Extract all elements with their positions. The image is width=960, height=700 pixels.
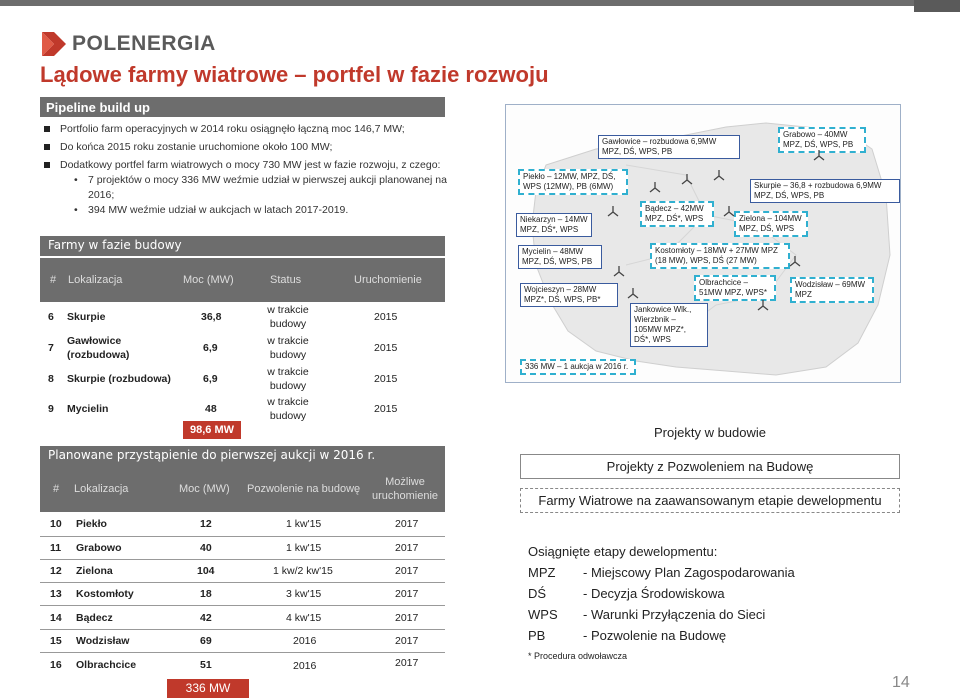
cell-num: 15 [50,635,62,647]
footnote: * Procedura odwoławcza [528,651,628,661]
legend-advanced: Farmy Wiatrowe na zaawansowanym etapie dewelopmentu [520,488,900,513]
wind-turbine-icon [756,299,770,313]
map-label-jankowice: Jankowice Wlk., Wierzbnik – 105MW MPZ*, DŚ*, WPS [630,303,708,347]
col-header: Status [270,274,302,286]
table1-header [40,258,445,302]
bullet-item: Portfolio farm operacyjnych w 2014 roku osiągnęło łączną moc 146,7 MW; [40,122,450,137]
row-separator [40,652,445,653]
cell-start: 2017 [395,657,419,669]
stage-item [528,562,795,583]
cell-power: 12 [200,518,212,530]
cell-permit: 4 kw'15 [286,612,322,624]
stages-title: Osiągnięte etapy dewelopmentu: [528,544,718,559]
cell-permit: 2016 [293,660,317,672]
col-header: Możliwe uruchomienie [371,476,439,502]
wind-turbine-icon [606,205,620,219]
table1-title: Farmy w fazie budowy [40,236,445,256]
total-badge: 98,6 MW [183,421,241,439]
table2-header [40,466,445,512]
cell-num: 12 [50,565,62,577]
cell-num: 10 [50,518,62,530]
cell-location: Skurpie [67,311,106,323]
cell-permit: 1 kw'15 [286,542,322,554]
cell-num: 16 [50,659,62,671]
stage-desc: - Warunki Przyłączenia do Sieci [583,607,766,622]
page-title: Lądowe farmy wiatrowe – portfel w fazie rozwoju [40,62,549,87]
corner-accent [914,0,960,12]
table-row [40,302,445,332]
stage-item [528,625,795,646]
cell-num: 14 [50,612,62,624]
cell-location: Grabowo [76,542,122,554]
row-separator [40,629,445,630]
cell-power: 104 [197,565,215,577]
table2-title: Planowane przystąpienie do pierwszej aukcji w 2016 r. [40,446,445,466]
map-label-wodzislaw: Wodzisław – 69MW MPZ [790,277,874,303]
map-label-kostomloty: Kostomłoty – 18MW + 27MW MPZ (18 MW), WPS, DŚ (27 MW) [650,243,790,269]
cell-start: 2015 [374,311,398,323]
map-label-mycielin: Mycielin – 48MW MPZ, DŚ, WPS, PB [518,245,602,269]
map-label-niekarzyn: Niekarzyn – 14MW MPZ, DŚ*, WPS [516,213,592,237]
cell-location: Skurpie (rozbudowa) [67,373,171,385]
cell-start: 2015 [374,373,398,385]
table-row [40,539,445,559]
cell-status: w trakcie budowy [267,396,309,422]
cell-num: 11 [50,542,62,554]
wind-turbine-icon [612,265,626,279]
col-header: Pozwolenie na budowę [247,483,361,495]
cell-start: 2017 [395,612,419,624]
map-label-badecz: Bądecz – 42MW MPZ, DŚ*, WPS [640,201,714,227]
map-label-zielona: Zielona – 104MW MPZ, DŚ, WPS [734,211,808,237]
cell-location: Mycielin [67,403,109,415]
cell-start: 2017 [395,565,419,577]
stage-desc: - Miejscowy Plan Zagospodarowania [583,565,795,580]
table-row [40,515,445,535]
stage-abbr: MPZ [528,565,556,580]
cell-location: Wodzisław [76,635,130,647]
cell-power: 69 [200,635,212,647]
table-row [40,364,445,394]
wind-turbine-icon [812,149,826,163]
table-row [40,655,445,675]
row-separator [40,559,445,560]
legend-with-permit: Projekty z Pozwoleniem na Budowę [520,454,900,479]
cell-location: Piekło [76,518,107,530]
page-number: 14 [892,674,910,691]
table-row [40,333,445,363]
map-label-pieklo: Piekło – 12MW, MPZ, DŚ, WPS (12MW), PB (6MW) [518,169,628,195]
bullet-item: Do końca 2015 roku zostanie uruchomione około 100 MW; [40,140,450,155]
bullet-item: Dodatkowy portfel farm wiatrowych o mocy 730 MW jest w fazie rozwoju, z czego: [40,158,450,173]
map [505,104,901,383]
cell-status: w trakcie budowy [267,335,309,361]
cell-start: 2017 [395,542,419,554]
table-row [40,632,445,652]
cell-start: 2017 [395,588,419,600]
row-separator [40,536,445,537]
cell-permit: 1 kw'15 [286,518,322,530]
cell-power: 51 [200,659,212,671]
table-row [40,394,445,424]
sub-bullet-item: • 7 projektów o mocy 336 MW weźmie udział w pierwszej aukcji planowanej na 2016; [40,173,450,203]
col-header: Uruchomienie [354,274,422,286]
wind-turbine-icon [712,169,726,183]
development-stages [528,544,795,646]
cell-power: 6,9 [203,373,218,385]
cell-power: 48 [205,403,217,415]
col-header: Moc (MW) [183,274,234,286]
col-header: Lokalizacja [74,483,129,495]
polenergia-logo-icon [40,30,70,58]
cell-location: Kostomłoty [76,588,134,600]
map-label-gawlowice: Gawłowice – rozbudowa 6,9MW MPZ, DŚ, WPS, PB [598,135,740,159]
stage-desc: - Pozwolenie na Budowę [583,628,727,643]
cell-num: 8 [48,373,54,385]
table-row [40,585,445,605]
map-label-grabowo: Grabowo – 40MW MPZ, DŚ, WPS, PB [778,127,866,153]
row-separator [40,582,445,583]
pipeline-header: Pipeline build up [40,97,445,117]
logo [40,30,216,58]
cell-start: 2017 [395,635,419,647]
map-label-skurpie: Skurpie – 36,8 + rozbudowa 6,9MW MPZ, DŚ, WPS, PB [750,179,900,203]
wind-turbine-icon [788,255,802,269]
pipeline-bullets [40,122,450,218]
map-label-olbrachcice: Olbrachcice – 51MW MPZ, WPS* [694,275,776,301]
cell-location: Bądecz [76,612,113,624]
wind-turbine-icon [722,205,736,219]
stage-abbr: DŚ [528,586,547,601]
wind-turbine-icon [626,287,640,301]
map-label-aukcja: 336 MW – 1 aukcja w 2016 r. [520,359,636,375]
cell-num: 7 [48,342,54,354]
cell-permit: 2016 [293,635,317,647]
cell-permit: 1 kw/2 kw'15 [273,565,333,577]
col-header: # [53,483,60,495]
cell-location: Gawłowice (rozbudowa) [67,335,130,361]
row-separator [40,605,445,606]
sub-bullet-item: • 394 MW weźmie udział w aukcjach w latach 2017-2019. [40,203,450,218]
stage-item [528,604,795,625]
total-badge: 336 MW [167,679,249,698]
col-header: Moc (MW) [179,483,230,495]
cell-power: 42 [200,612,212,624]
logo-text: POLENERGIA [72,32,216,55]
cell-power: 40 [200,542,212,554]
col-header: # [50,274,57,286]
map-label-wojcieszyn: Wojcieszyn – 28MW MPZ*, DŚ, WPS, PB* [520,283,618,307]
cell-start: 2015 [374,403,398,415]
wind-turbine-icon [648,181,662,195]
cell-num: 6 [48,311,54,323]
legend-in-progress: Projekty w budowie [654,425,766,440]
col-header: Lokalizacja [68,274,123,286]
cell-power: 6,9 [203,342,218,354]
stage-desc: - Decyzja Środowiskowa [583,586,725,601]
wind-turbine-icon [680,173,694,187]
cell-location: Zielona [76,565,113,577]
stage-abbr: PB [528,628,546,643]
stage-item [528,583,795,604]
top-bar [0,0,960,6]
cell-status: w trakcie budowy [267,304,309,330]
cell-status: w trakcie budowy [267,366,309,392]
cell-start: 2015 [374,342,398,354]
cell-location: Olbrachcice [76,659,137,671]
cell-power: 36,8 [201,311,222,323]
table-row [40,609,445,629]
table-row [40,562,445,582]
cell-num: 9 [48,403,54,415]
stage-abbr: WPS [528,607,558,622]
cell-num: 13 [50,588,62,600]
cell-permit: 3 kw'15 [286,588,322,600]
cell-power: 18 [200,588,212,600]
cell-start: 2017 [395,518,419,530]
